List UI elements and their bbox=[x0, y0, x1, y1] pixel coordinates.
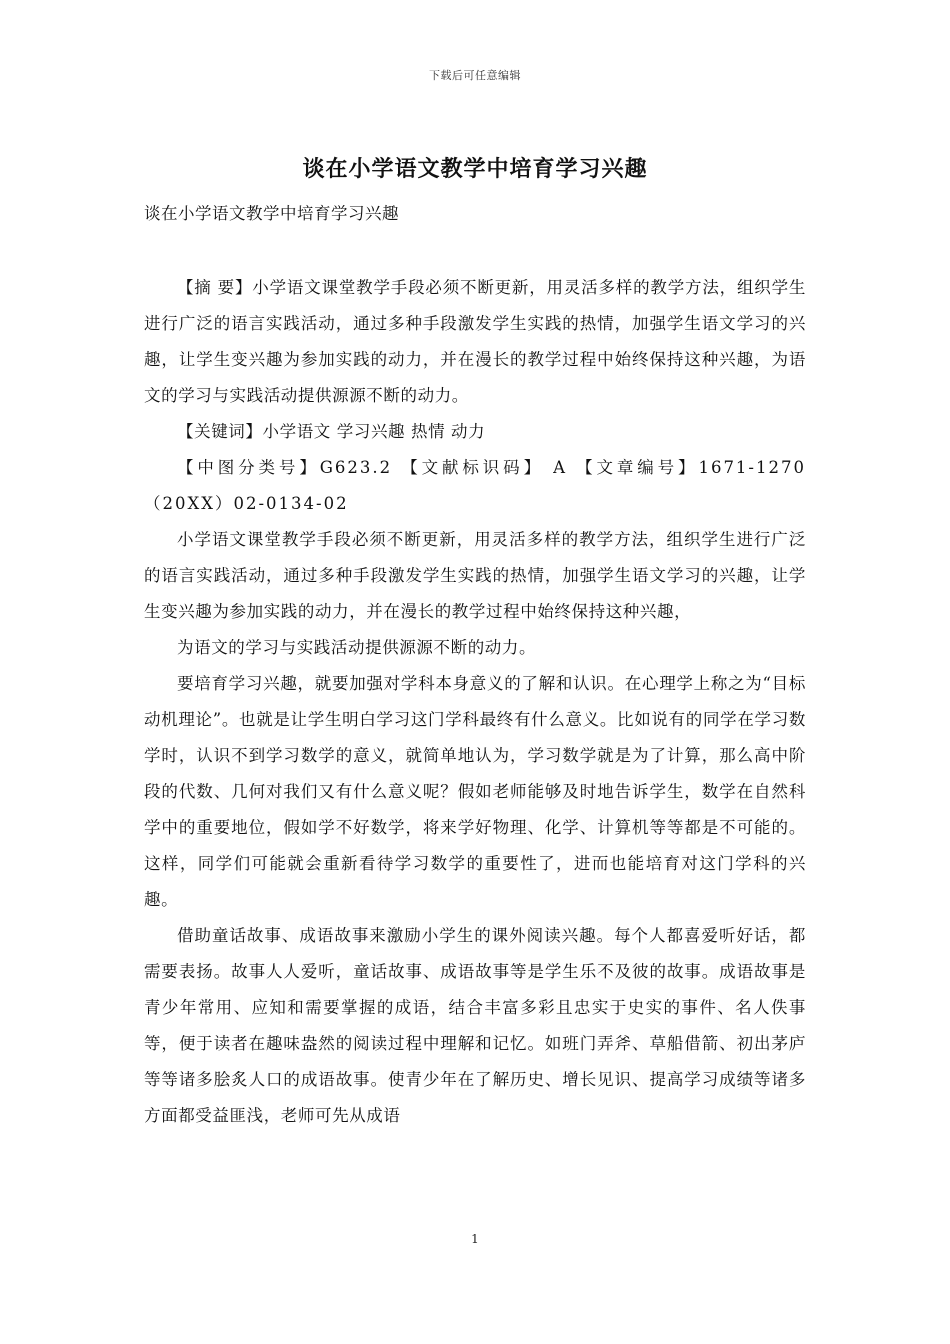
body-paragraph: 要培育学习兴趣，就要加强对学科本身意义的了解和认识。在心理学上称之为“目标动机理论”。也就是让学生明白学习这门学科最终有什么意义。比如说有的同学在学习数学时，认识不到学习数学的意义，就简单地认为，学习数学就是为了计算，那么高中阶段的代数、几何对我们又有什么意义呢？假如老师能够及时地告诉学生，数学在自然科学中的重要地位，假如学不好数学，将来学好物理、化学、计算机等等都是不可能的。这样，同学们可能就会重新看待学习数学的重要性了，进而也能培育对这门学科的兴趣。 bbox=[144, 674, 806, 909]
article-title: 谈在小学语文教学中培育学习兴趣 bbox=[302, 156, 648, 182]
article-subtitle: 谈在小学语文教学中培育学习兴趣 bbox=[144, 204, 399, 223]
keywords-paragraph: 【关键词】小学语文 学习兴趣 热情 动力 bbox=[177, 422, 486, 441]
page-number: 1 bbox=[471, 1232, 479, 1246]
header-note: 下载后可任意编辑 bbox=[429, 69, 521, 82]
body-paragraph: 为语文的学习与实践活动提供源源不断的动力。 bbox=[177, 638, 537, 657]
classification-paragraph: 【中图分类号】G623.2 【文献标识码】 A 【文章编号】1671-1270（20XX）02-0134-02 bbox=[144, 458, 806, 513]
abstract-paragraph: 【摘 要】小学语文课堂教学手段必须不断更新，用灵活多样的教学方法，组织学生进行广泛的语言实践活动，通过多种手段激发学生实践的热情，加强学生语文学习的兴趣，让学生变兴趣为参加实践的动力，并在漫长的教学过程中始终保持这种兴趣，为语文的学习与实践活动提供源源不断的动力。 bbox=[144, 278, 806, 405]
body-paragraph: 小学语文课堂教学手段必须不断更新，用灵活多样的教学方法，组织学生进行广泛的语言实践活动，通过多种手段激发学生实践的热情，加强学生语文学习的兴趣，让学生变兴趣为参加实践的动力，并在漫长的教学过程中始终保持这种兴趣， bbox=[144, 530, 806, 621]
article-body bbox=[144, 270, 806, 1134]
body-paragraph: 借助童话故事、成语故事来激励小学生的课外阅读兴趣。每个人都喜爱听好话，都需要表扬。故事人人爱听，童话故事、成语故事等是学生乐不及彼的故事。成语故事是青少年常用、应知和需要掌握的成语，结合丰富多彩且忠实于史实的事件、名人佚事等，便于读者在趣味盎然的阅读过程中理解和记忆。如班门弄斧、草船借箭、初出茅庐等等诸多脍炙人口的成语故事。使青少年在了解历史、增长见识、提高学习成绩等诸多方面都受益匪浅，老师可先从成语 bbox=[144, 926, 806, 1125]
